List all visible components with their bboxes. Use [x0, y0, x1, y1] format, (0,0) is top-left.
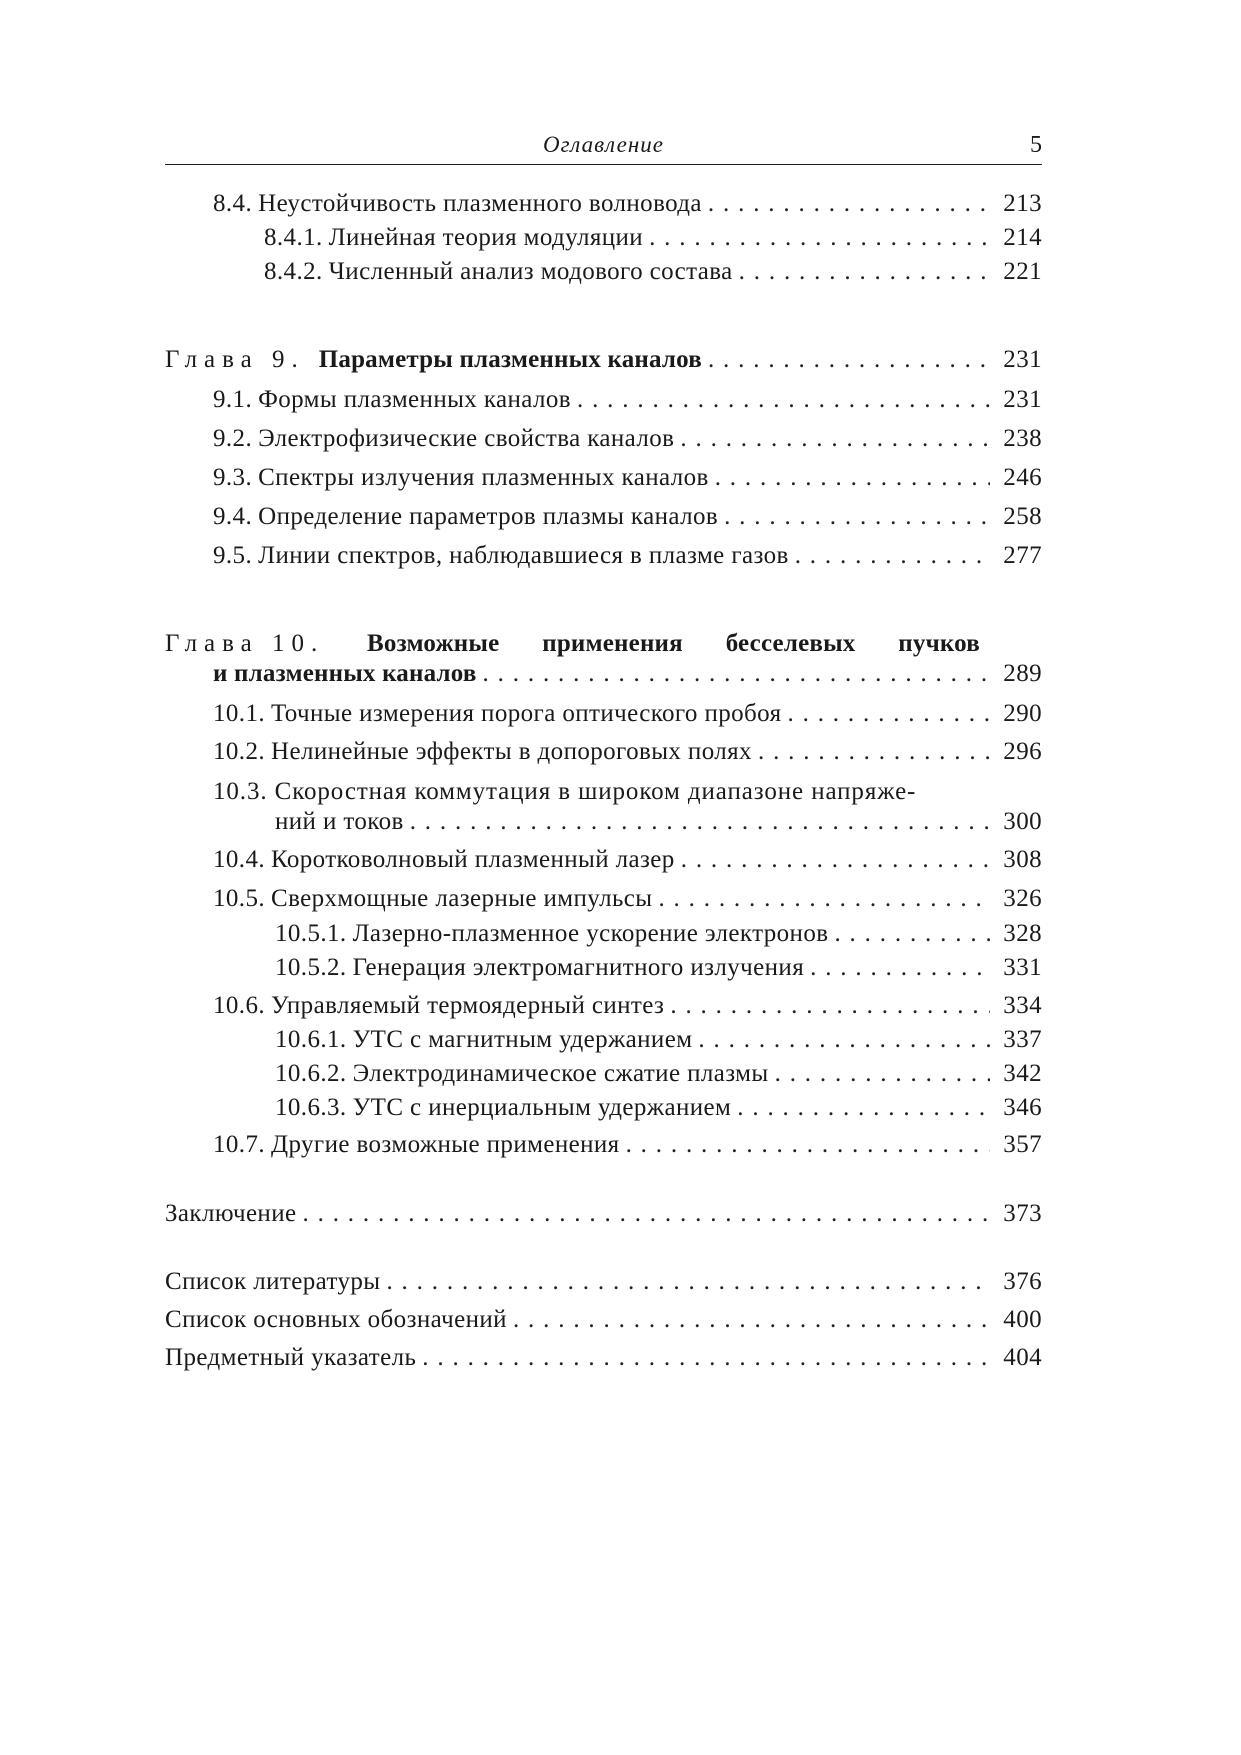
- chapter-number: Глава 10.: [165, 630, 325, 657]
- chapter-title-word: применения: [542, 630, 683, 657]
- entry-number: 9.1.: [213, 386, 253, 413]
- leader-dots: [708, 190, 990, 218]
- entry-number: 10.5.2.: [275, 954, 347, 981]
- leader-dots: [483, 660, 990, 688]
- entry-number: 9.4.: [213, 503, 253, 530]
- toc-chapter-10-line2[interactable]: [213, 660, 1042, 694]
- entry-number: 8.4.: [213, 190, 253, 217]
- toc-entry-index[interactable]: [165, 1344, 1042, 1378]
- entry-title: Коротковолновый плазменный лазер: [271, 846, 675, 873]
- entry-number: 10.1.: [213, 700, 265, 727]
- leader-dots: [410, 808, 990, 836]
- toc-entry-conclusion[interactable]: [165, 1200, 1042, 1234]
- toc-chapter-9[interactable]: [165, 346, 1042, 380]
- leader-dots: [681, 846, 990, 874]
- toc-entry-10-7[interactable]: [213, 1131, 1042, 1165]
- toc-entry-10-2[interactable]: [213, 738, 1042, 772]
- leader-dots: [737, 1094, 990, 1122]
- entry-number: 9.2.: [213, 425, 253, 452]
- leader-dots: [626, 1131, 990, 1159]
- toc-entry-9-5[interactable]: [213, 542, 1042, 576]
- toc-entry-references[interactable]: [165, 1268, 1042, 1302]
- entry-number: 10.3.: [213, 778, 268, 805]
- entry-title: Определение параметров плазмы каналов: [258, 503, 719, 530]
- entry-number: 10.6.: [213, 992, 265, 1019]
- entry-number: 10.7.: [213, 1131, 265, 1158]
- entry-title-line1: Скоростная коммутация в широком диапазоне напряже-: [274, 778, 917, 805]
- chapter-title-word: пучков: [898, 630, 980, 657]
- entry-page: 342: [1003, 1060, 1042, 1087]
- entry-title: Заключение: [165, 1200, 297, 1227]
- leader-dots: [795, 542, 990, 570]
- toc-entry-8-4-1[interactable]: [264, 224, 1042, 258]
- leader-dots: [303, 1200, 991, 1228]
- leader-dots: [715, 464, 990, 492]
- leader-dots: [513, 1306, 990, 1334]
- entry-title: Численный анализ модового состава: [328, 258, 733, 285]
- entry-page: 376: [1003, 1268, 1042, 1295]
- entry-number: 10.5.: [213, 885, 265, 912]
- entry-title: Точные измерения порога оптического пробоя: [271, 700, 782, 727]
- leader-dots: [834, 920, 990, 948]
- entry-title: Предметный указатель: [165, 1344, 417, 1371]
- entry-title: Электрофизические свойства каналов: [258, 425, 675, 452]
- entry-number: 10.4.: [213, 846, 265, 873]
- entry-number: 10.6.3.: [275, 1094, 347, 1121]
- toc-entry-8-4-2[interactable]: [264, 258, 1042, 292]
- toc-entry-9-3[interactable]: [213, 464, 1042, 498]
- chapter-title-line2: и плазменных каналов: [213, 660, 477, 687]
- entry-page: 328: [1003, 920, 1042, 947]
- toc-entry-10-3-line2[interactable]: [275, 808, 1042, 842]
- toc-entry-10-5[interactable]: [213, 885, 1042, 919]
- toc-entry-9-4[interactable]: [213, 503, 1042, 537]
- leader-dots: [708, 346, 990, 374]
- chapter-number: Глава 9.: [165, 346, 305, 373]
- toc-entry-10-5-2[interactable]: [275, 954, 1042, 988]
- leader-dots: [698, 1026, 990, 1054]
- running-title: Оглавление: [542, 132, 664, 157]
- entry-page: 337: [1003, 1026, 1042, 1053]
- toc-entry-9-1[interactable]: [213, 386, 1042, 420]
- entry-title: УТС с инерциальным удержанием: [352, 1094, 732, 1121]
- entry-page: 404: [1003, 1344, 1042, 1371]
- toc-entry-10-5-1[interactable]: [275, 920, 1042, 954]
- entry-number: 9.3.: [213, 464, 253, 491]
- entry-number: 10.2.: [213, 738, 265, 765]
- toc-chapter-10-line1[interactable]: [165, 630, 980, 658]
- entry-page: 214: [1003, 224, 1042, 251]
- entry-number: 8.4.2.: [264, 258, 323, 285]
- entry-page: 308: [1003, 846, 1042, 873]
- entry-page: 373: [1003, 1200, 1042, 1227]
- toc-entry-10-1[interactable]: [213, 700, 1042, 734]
- toc-entry-9-2[interactable]: [213, 425, 1042, 459]
- chapter-title-word: Возможные: [367, 630, 500, 657]
- entry-number: 9.5.: [213, 542, 253, 569]
- entry-page: 300: [1003, 808, 1042, 835]
- entry-page: 289: [1003, 660, 1042, 687]
- entry-title: Управляемый термоядерный синтез: [271, 992, 665, 1019]
- toc-entry-notation[interactable]: [165, 1306, 1042, 1340]
- entry-title: Лазерно-плазменное ускорение электронов: [352, 920, 829, 947]
- leader-dots: [758, 738, 990, 766]
- running-header: [165, 130, 1042, 165]
- entry-page: 290: [1003, 700, 1042, 727]
- leader-dots: [386, 1268, 990, 1296]
- leader-dots: [788, 700, 991, 728]
- entry-title: Список литературы: [165, 1268, 381, 1295]
- entry-page: 231: [1003, 346, 1042, 373]
- entry-number: 10.6.1.: [275, 1026, 347, 1053]
- entry-title: Другие возможные применения: [271, 1131, 620, 1158]
- leader-dots: [724, 503, 990, 531]
- entry-page: 213: [1003, 190, 1042, 217]
- entry-title: Неустойчивость плазменного волновода: [258, 190, 702, 217]
- leader-dots: [649, 224, 990, 252]
- leader-dots: [422, 1344, 990, 1372]
- entry-title: Линейная теория модуляции: [328, 224, 644, 251]
- entry-title: Нелинейные эффекты в допороговых полях: [271, 738, 752, 765]
- toc-entry-10-6-1[interactable]: [275, 1026, 1042, 1060]
- leader-dots: [670, 992, 990, 1020]
- leader-dots: [658, 885, 990, 913]
- entry-page: 231: [1003, 386, 1042, 413]
- entry-title: Линии спектров, наблюдавшиеся в плазме газов: [258, 542, 789, 569]
- entry-number: 10.5.1.: [275, 920, 347, 947]
- toc-entry-10-6-2[interactable]: [275, 1060, 1042, 1094]
- toc-entry-10-4[interactable]: [213, 846, 1042, 880]
- chapter-title-word: бесселевых: [725, 630, 856, 657]
- entry-title: Спектры излучения плазменных каналов: [258, 464, 709, 491]
- toc-entry-10-6[interactable]: [213, 992, 1042, 1026]
- toc-entry-10-6-3[interactable]: [275, 1094, 1042, 1128]
- entry-page: 400: [1003, 1306, 1042, 1333]
- leader-dots: [739, 258, 990, 286]
- entry-page: 357: [1003, 1131, 1042, 1158]
- entry-number: 8.4.1.: [264, 224, 323, 251]
- header-page-number: 5: [1030, 132, 1042, 158]
- chapter-title: Параметры плазменных каналов: [318, 346, 702, 373]
- entry-title-line2: ний и токов: [275, 808, 404, 835]
- leader-dots: [810, 954, 990, 982]
- entry-title: Список основных обозначений: [165, 1306, 507, 1333]
- entry-page: 277: [1003, 542, 1042, 569]
- entry-title: Электродинамическое сжатие плазмы: [352, 1060, 769, 1087]
- toc-entry-10-3-line1[interactable]: [213, 778, 916, 806]
- entry-page: 334: [1003, 992, 1042, 1019]
- entry-title: Формы плазменных каналов: [258, 386, 571, 413]
- leader-dots: [775, 1060, 990, 1088]
- leader-dots: [680, 425, 990, 453]
- entry-page: 326: [1003, 885, 1042, 912]
- entry-page: 346: [1003, 1094, 1042, 1121]
- leader-dots: [577, 386, 990, 414]
- entry-title: Генерация электромагнитного излучения: [352, 954, 805, 981]
- entry-title: Сверхмощные лазерные импульсы: [271, 885, 653, 912]
- entry-page: 331: [1003, 954, 1042, 981]
- entry-page: 221: [1003, 258, 1042, 285]
- entry-title: УТС с магнитным удержанием: [352, 1026, 693, 1053]
- entry-page: 246: [1003, 464, 1042, 491]
- entry-page: 296: [1003, 738, 1042, 765]
- entry-page: 238: [1003, 425, 1042, 452]
- toc-entry-8-4[interactable]: [213, 190, 1042, 224]
- entry-page: 258: [1003, 503, 1042, 530]
- entry-number: 10.6.2.: [275, 1060, 347, 1087]
